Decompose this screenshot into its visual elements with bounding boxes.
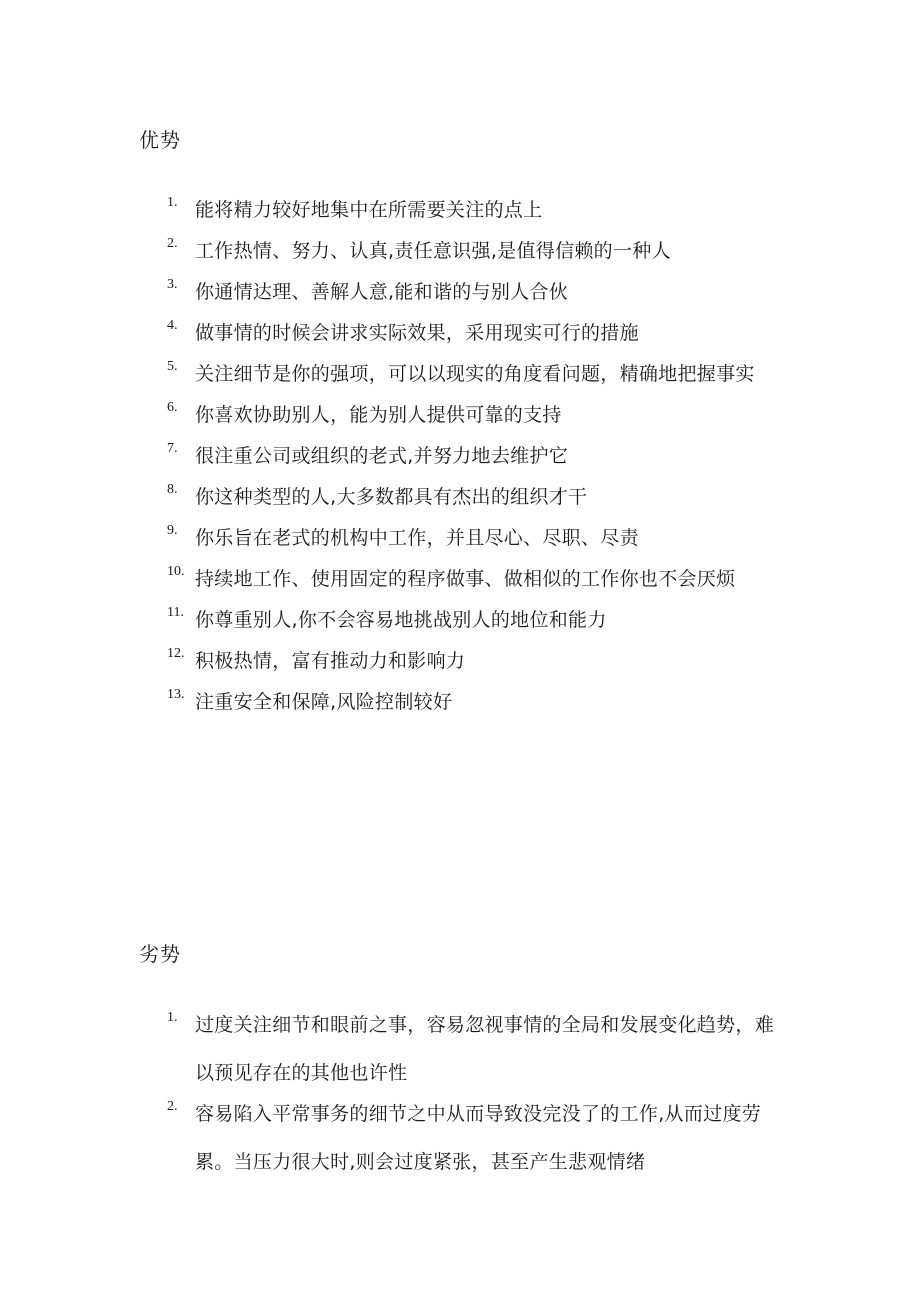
list-item-text: 你喜欢协助别人，能为别人提供可靠的支持 — [195, 404, 562, 426]
list-item — [0, 1090, 920, 1186]
weaknesses-list — [0, 1008, 920, 1186]
list-item — [0, 678, 920, 726]
list-item-number: 12. — [167, 646, 185, 661]
list-item-text: 注重安全和保障,风险控制较好 — [195, 691, 453, 713]
list-item-text: 你尊重别人,你不会容易地挑战别人的地位和能力 — [195, 609, 607, 631]
list-item-text: 过度关注细节和眼前之事，容易忽视事情的全局和发展变化趋势，难以预见存在的其他也许性 — [195, 1014, 775, 1084]
list-item-text: 很注重公司或组织的老式,并努力地去维护它 — [195, 445, 569, 467]
list-item-number: 3. — [167, 277, 178, 292]
list-item-number: 9. — [167, 523, 178, 538]
list-item-number: 2. — [167, 236, 178, 251]
list-item-text: 你乐旨在老式的机构中工作，并且尽心、尽职、尽责 — [195, 527, 639, 549]
list-item-number: 8. — [167, 482, 178, 497]
list-item-text: 你通情达理、善解人意,能和谐的与别人合伙 — [195, 281, 569, 303]
list-item-text: 关注细节是你的强项，可以以现实的角度看问题，精确地把握事实 — [195, 363, 755, 385]
list-item-number: 2. — [167, 1099, 178, 1114]
list-item-text: 你这种类型的人,大多数都具有杰出的组织才干 — [195, 486, 588, 508]
strengths-list — [0, 193, 920, 726]
list-item-number: 1. — [167, 195, 178, 210]
list-item — [0, 1001, 920, 1097]
section-heading-weaknesses: 劣势 — [139, 942, 181, 966]
list-item-number: 4. — [167, 318, 178, 333]
list-item-number: 5. — [167, 359, 178, 374]
list-item-text: 工作热情、努力、认真,责任意识强,是值得信赖的一种人 — [195, 240, 671, 262]
section-heading-strengths: 优势 — [139, 128, 181, 152]
list-item-number: 7. — [167, 441, 178, 456]
list-item-number: 6. — [167, 400, 178, 415]
list-item-text: 容易陷入平常事务的细节之中从而导致没完没了的工作,从而过度劳累。当压力很大时,则会过度紧张，甚至产生悲观情绪 — [195, 1103, 762, 1173]
list-item-text: 积极热情，富有推动力和影响力 — [195, 650, 466, 672]
list-item-number: 11. — [167, 605, 184, 620]
list-item-number: 13. — [167, 687, 185, 702]
list-item-text: 能将精力较好地集中在所需要关注的点上 — [195, 199, 543, 221]
list-item-text: 做事情的时候会讲求实际效果，采用现实可行的措施 — [195, 322, 639, 344]
list-item-text: 持续地工作、使用固定的程序做事、做相似的工作你也不会厌烦 — [195, 568, 736, 590]
list-item-number: 1. — [167, 1010, 178, 1025]
list-item-number: 10. — [167, 564, 185, 579]
